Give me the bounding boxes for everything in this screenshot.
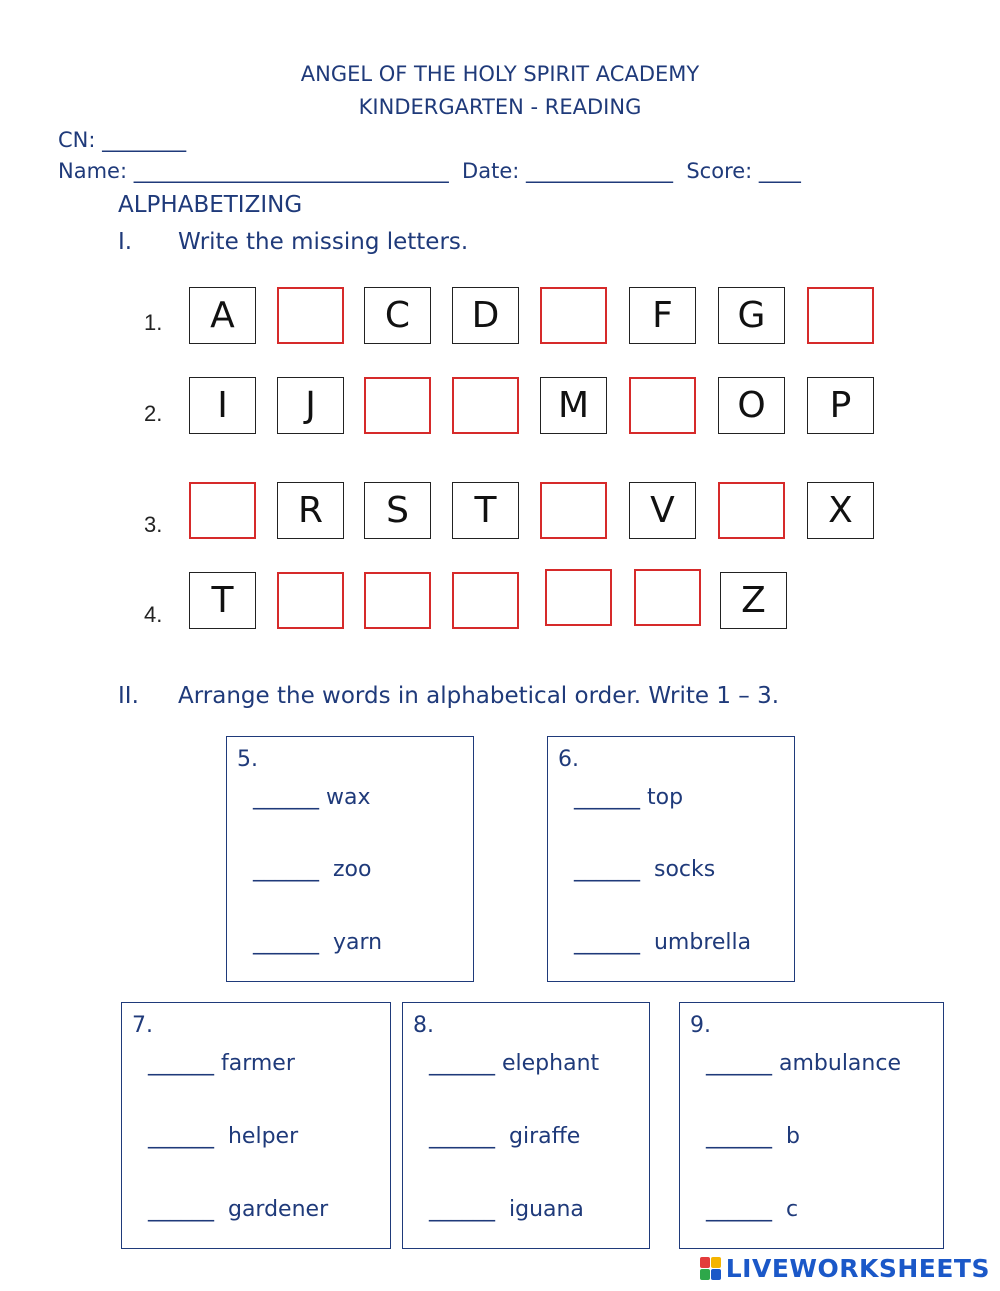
word-item[interactable]: ______ helper — [148, 1124, 299, 1149]
section2-instruction: Arrange the words in alphabetical order. Write 1 – 3. — [178, 683, 780, 709]
word-item[interactable]: ______ top — [574, 785, 684, 810]
group-number: 7. — [132, 1013, 153, 1038]
group-number: 8. — [413, 1013, 434, 1038]
word-item[interactable]: ______ giraffe — [429, 1124, 581, 1149]
missing-letter-box[interactable] — [277, 287, 344, 344]
word-item[interactable]: ______ farmer — [148, 1051, 295, 1076]
letter-box: T — [452, 482, 519, 539]
letter-box: J — [277, 377, 344, 434]
word-group-7 — [121, 1002, 391, 1249]
word-group-5 — [226, 736, 474, 982]
missing-letter-box[interactable] — [452, 572, 519, 629]
word-group-9 — [679, 1002, 944, 1249]
word-item[interactable]: ______ socks — [574, 857, 716, 882]
section1-label: I. — [118, 229, 133, 255]
letter-box: Z — [720, 572, 787, 629]
liveworksheets-logo-icon — [700, 1257, 722, 1281]
word-item[interactable]: ______ ambulance — [706, 1051, 901, 1076]
letter-box: G — [718, 287, 785, 344]
letter-box: S — [364, 482, 431, 539]
missing-letter-box[interactable] — [629, 377, 696, 434]
row-number: 1. — [144, 310, 163, 335]
row-number: 4. — [144, 602, 163, 627]
missing-letter-box[interactable] — [364, 572, 431, 629]
word-item[interactable]: ______ zoo — [253, 857, 372, 882]
group-number: 5. — [237, 747, 258, 772]
missing-letter-box[interactable] — [452, 377, 519, 434]
word-item[interactable]: ______ b — [706, 1124, 800, 1149]
missing-letter-box[interactable] — [718, 482, 785, 539]
word-item[interactable]: ______ gardener — [148, 1197, 329, 1222]
section2-label: II. — [118, 683, 139, 709]
missing-letter-box[interactable] — [540, 287, 607, 344]
word-item[interactable]: ______ umbrella — [574, 930, 752, 955]
letter-box: X — [807, 482, 874, 539]
missing-letter-box[interactable] — [277, 572, 344, 629]
missing-letter-box[interactable] — [634, 569, 701, 626]
brand-name: LIVEWORKSHEETS — [725, 1254, 990, 1283]
letter-box: T — [189, 572, 256, 629]
letter-box: P — [807, 377, 874, 434]
word-group-8 — [402, 1002, 650, 1249]
missing-letter-box[interactable] — [807, 287, 874, 344]
school-name: ANGEL OF THE HOLY SPIRIT ACADEMY — [300, 62, 700, 86]
missing-letter-box[interactable] — [545, 569, 612, 626]
letter-box: O — [718, 377, 785, 434]
letter-box: V — [629, 482, 696, 539]
letter-box: D — [452, 287, 519, 344]
letter-box: M — [540, 377, 607, 434]
word-item[interactable]: ______ c — [706, 1197, 799, 1222]
liveworksheets-logo[interactable] — [700, 1254, 990, 1283]
word-group-6 — [547, 736, 795, 982]
row-number: 3. — [144, 512, 163, 537]
worksheet-subtitle: KINDERGARTEN - READING — [358, 95, 642, 119]
group-number: 6. — [558, 747, 579, 772]
word-item[interactable]: ______ yarn — [253, 930, 383, 955]
word-item[interactable]: ______ elephant — [429, 1051, 600, 1076]
row-number: 2. — [144, 401, 163, 426]
topic-title: ALPHABETIZING — [118, 192, 303, 218]
word-item[interactable]: ______ wax — [253, 785, 371, 810]
missing-letter-box[interactable] — [540, 482, 607, 539]
cn-field[interactable]: CN: ________ — [58, 128, 187, 152]
letter-box: F — [629, 287, 696, 344]
letter-box: C — [364, 287, 431, 344]
letter-box: R — [277, 482, 344, 539]
letter-box: A — [189, 287, 256, 344]
section1-instruction: Write the missing letters. — [178, 229, 469, 255]
missing-letter-box[interactable] — [189, 482, 256, 539]
name-date-score-line[interactable]: Name: ______________________________ Date: ______________ Score: ____ — [58, 159, 801, 183]
group-number: 9. — [690, 1013, 711, 1038]
letter-box: I — [189, 377, 256, 434]
word-item[interactable]: ______ iguana — [429, 1197, 584, 1222]
missing-letter-box[interactable] — [364, 377, 431, 434]
